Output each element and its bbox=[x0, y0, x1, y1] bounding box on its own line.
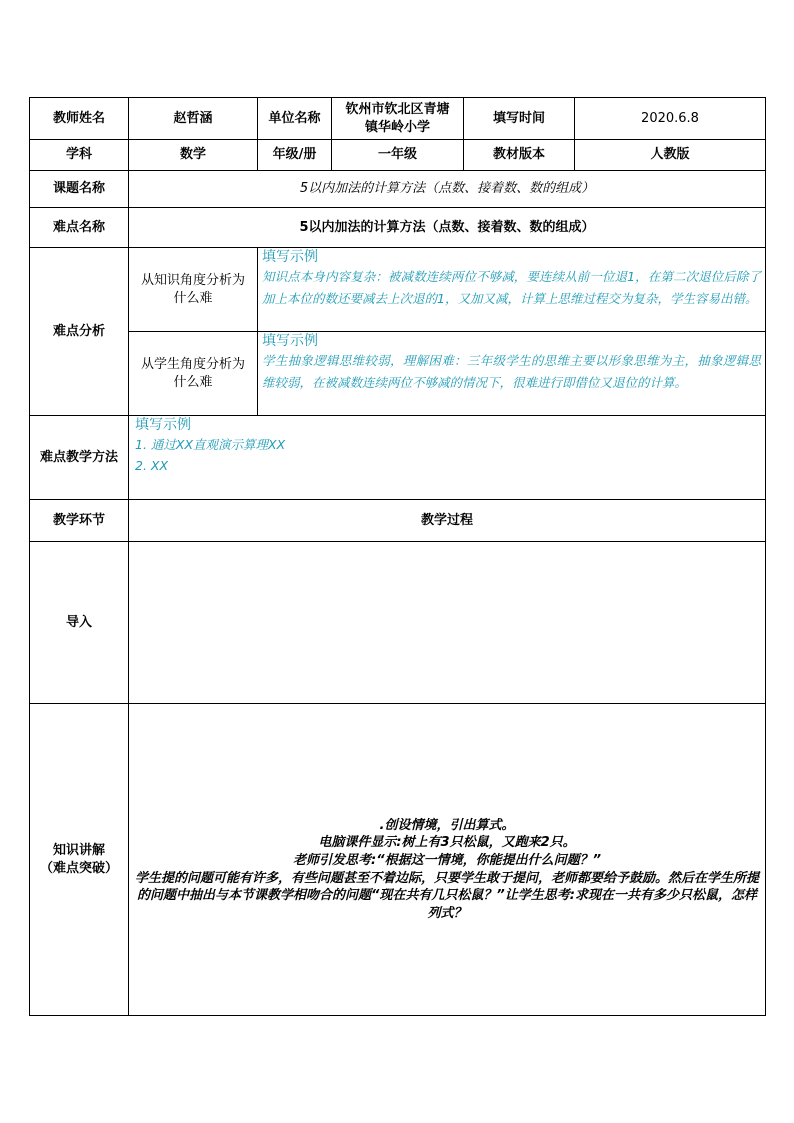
subject-value: 数学 bbox=[129, 140, 258, 171]
method-cell bbox=[129, 416, 766, 500]
knowledge-angle-label: 从知识角度分析为什么难 bbox=[129, 248, 258, 332]
intro-content bbox=[129, 542, 766, 704]
knowledge-example-title: 填写示例 bbox=[262, 249, 318, 265]
header-row-2 bbox=[30, 140, 766, 171]
difficulty-row bbox=[30, 208, 766, 248]
lesson-design-form bbox=[29, 97, 766, 1016]
header-row-1 bbox=[30, 98, 766, 140]
knowledge-line: 电脑课件显示:树上有3只松鼠，又跑来2只。 bbox=[318, 835, 576, 851]
topic-row bbox=[30, 171, 766, 208]
difficulty-value: 5以内加法的计算方法（点数、接着数、数的组成） bbox=[129, 208, 766, 248]
knowledge-line: 学生提的问题可能有许多，有些问题甚至不着边际，只要学生敢于提问，老师都要给予鼓励。然后在学生所提的问题中抽出与本节课教学相吻合的问题“现在共有几只松鼠？”让学生思考:求现在一共有多少只松鼠，怎样列式？ bbox=[134, 870, 759, 921]
knowledge-section-label-line2: （难点突破） bbox=[39, 860, 118, 876]
process-header-row bbox=[30, 500, 766, 542]
textbook-value: 人教版 bbox=[575, 140, 766, 171]
student-angle-label: 从学生角度分析为什么难 bbox=[129, 332, 258, 416]
topic-value: 5以内加法的计算方法（点数、接着数、数的组成） bbox=[129, 171, 766, 208]
analysis-label: 难点分析 bbox=[30, 248, 129, 416]
stage-header: 教学环节 bbox=[30, 500, 129, 542]
student-angle-text: 学生抽象逻辑思维较弱，理解困难：三年级学生的思维主要以形象思维为主，抽象逻辑思维较弱，在被减数连续两位不够减的情况下，很难进行即借位又退位的计算。 bbox=[262, 352, 761, 390]
knowledge-line: .创设情境，引出算式。 bbox=[379, 817, 515, 833]
difficulty-label: 难点名称 bbox=[30, 208, 129, 248]
knowledge-section-content bbox=[129, 704, 766, 1016]
unit-name-value: 钦州市钦北区青塘镇华岭小学 bbox=[332, 98, 464, 140]
method-list bbox=[135, 434, 759, 477]
knowledge-section-label bbox=[30, 704, 129, 1016]
student-angle-cell bbox=[258, 332, 766, 416]
method-row bbox=[30, 416, 766, 500]
knowledge-line: 老师引发思考:“根据这一情境，你能提出什么问题？” bbox=[293, 852, 601, 868]
process-header: 教学过程 bbox=[129, 500, 766, 542]
textbook-label: 教材版本 bbox=[464, 140, 575, 171]
teacher-name-label: 教师姓名 bbox=[30, 98, 129, 140]
grade-label: 年级/册 bbox=[258, 140, 332, 171]
intro-label: 导入 bbox=[30, 542, 129, 704]
fill-date-value: 2020.6.8 bbox=[575, 98, 766, 140]
subject-label: 学科 bbox=[30, 140, 129, 171]
intro-row bbox=[30, 542, 766, 704]
student-example-title: 填写示例 bbox=[262, 333, 318, 349]
fill-date-label: 填写时间 bbox=[464, 98, 575, 140]
teacher-name-value: 赵哲涵 bbox=[129, 98, 258, 140]
method-example-title: 填写示例 bbox=[135, 417, 191, 433]
topic-label: 课题名称 bbox=[30, 171, 129, 208]
knowledge-angle-text: 知识点本身内容复杂：被减数连续两位不够减，要连续从前一位退1，在第二次退位后除了加上本位的数还要减去上次退的1，又加又减，计算上思维过程交为复杂，学生容易出错。 bbox=[262, 268, 761, 306]
analysis-student-row bbox=[30, 332, 766, 416]
grade-value: 一年级 bbox=[332, 140, 464, 171]
knowledge-angle-cell bbox=[258, 248, 766, 332]
knowledge-section-label-line1: 知识讲解 bbox=[52, 842, 105, 858]
method-item: 2. XX bbox=[135, 458, 169, 474]
knowledge-section-row bbox=[30, 704, 766, 1016]
analysis-knowledge-row bbox=[30, 248, 766, 332]
unit-name-label: 单位名称 bbox=[258, 98, 332, 140]
method-label: 难点教学方法 bbox=[30, 416, 129, 500]
method-item: 1. 通过XX直观演示算理XX bbox=[135, 436, 286, 452]
